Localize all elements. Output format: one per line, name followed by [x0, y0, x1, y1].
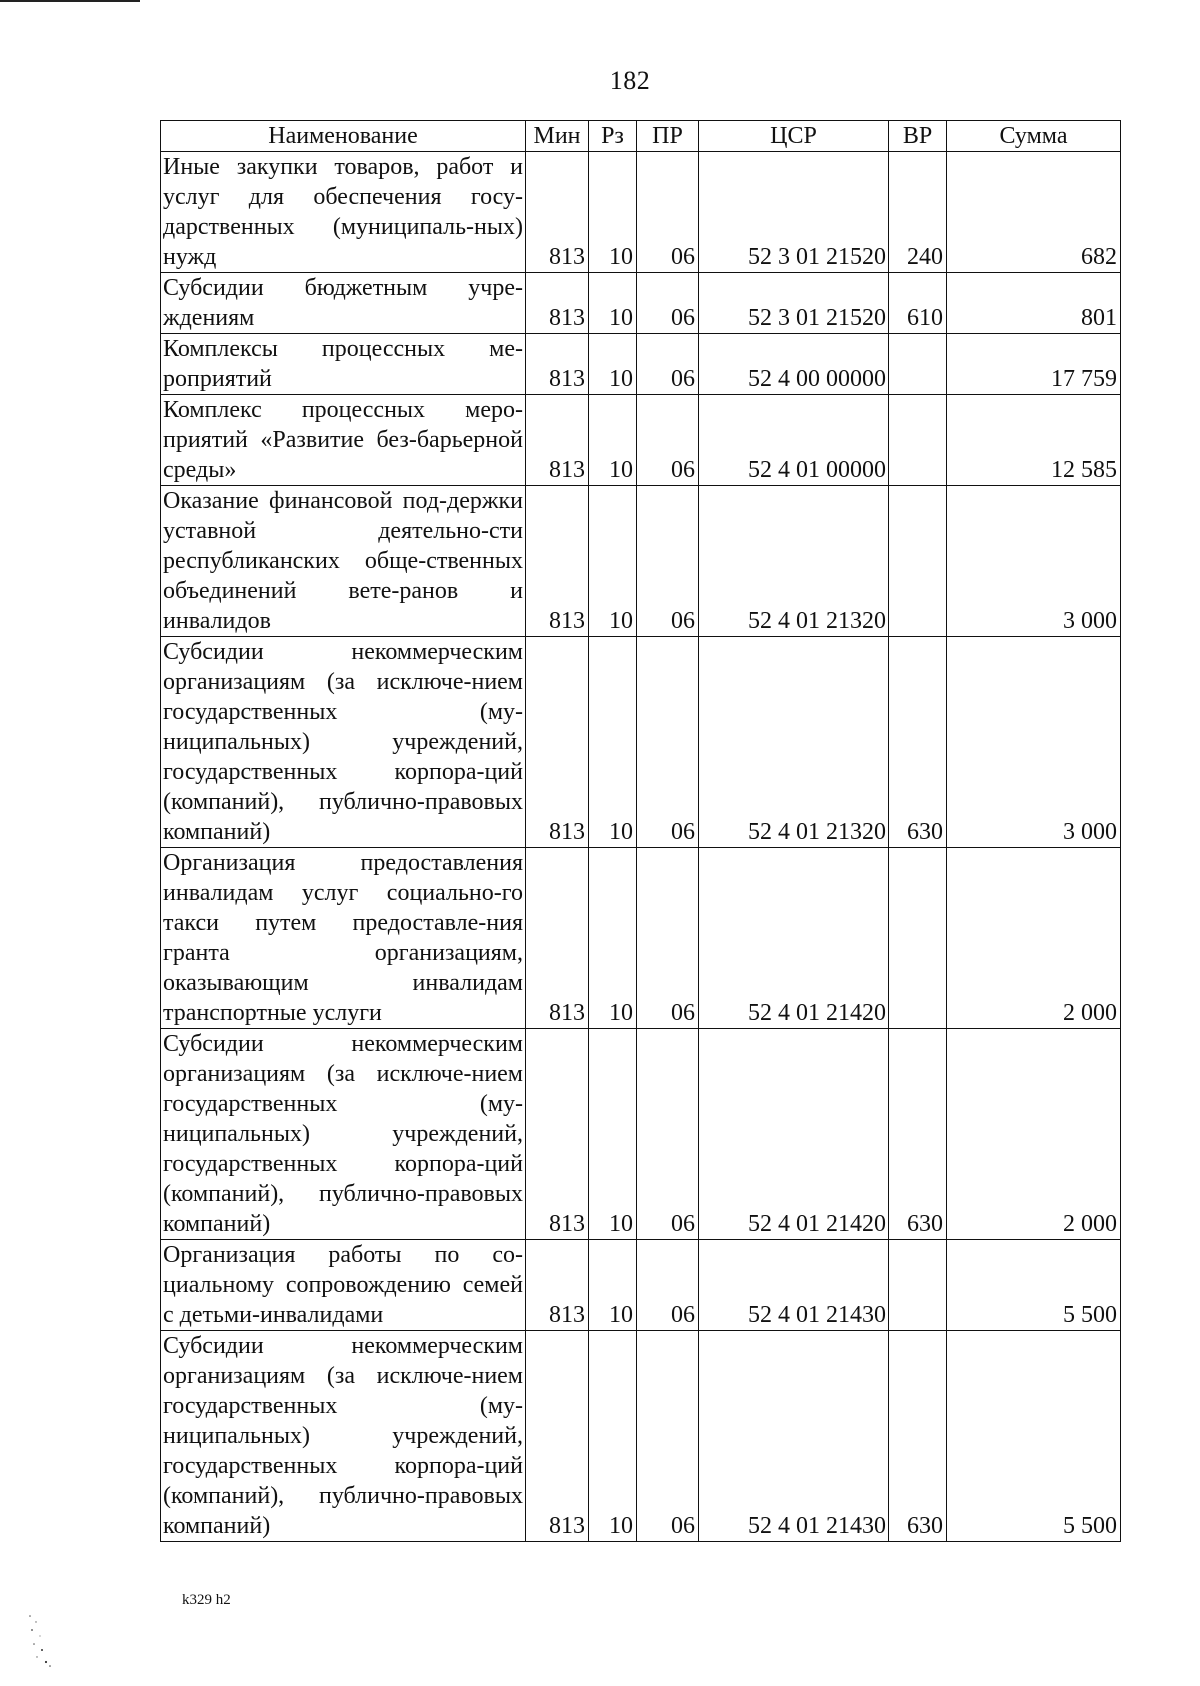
cell-sum: 2 000	[947, 1029, 1121, 1240]
cell-sum: 2 000	[947, 848, 1121, 1029]
cell-vr: 630	[889, 1331, 947, 1542]
cell-name: Организация предоставления инвалидам услуг социально-го такси путем предоставле-ния гранта организациям, оказывающим инвалидам транспортные услуги	[161, 848, 526, 1029]
header-sum: Сумма	[947, 121, 1121, 152]
table-row	[161, 637, 1121, 848]
cell-rz: 10	[589, 334, 637, 395]
cell-min: 813	[526, 334, 589, 395]
header-rz: Рз	[589, 121, 637, 152]
cell-pr: 06	[637, 637, 699, 848]
cell-csr: 52 4 01 21420	[699, 848, 889, 1029]
header-pr: ПР	[637, 121, 699, 152]
scan-noise-specks	[22, 1610, 62, 1670]
cell-name: Субсидии некоммерческим организациям (за исключе-нием государственных (му-ниципальных) учреждений, государственных корпора-ций (компаний), публично-правовых компаний)	[161, 1029, 526, 1240]
cell-name: Иные закупки товаров, работ и услуг для обеспечения госу-дарственных (муниципаль-ных) нужд	[161, 152, 526, 273]
cell-csr: 52 3 01 21520	[699, 152, 889, 273]
cell-name: Субсидии бюджетным учре-ждениям	[161, 273, 526, 334]
table-row	[161, 1240, 1121, 1331]
page-number: 182	[609, 66, 651, 95]
header-min: Мин	[526, 121, 589, 152]
cell-vr: 630	[889, 1029, 947, 1240]
cell-name: Комплексы процессных ме-роприятий	[161, 334, 526, 395]
table-row	[161, 1029, 1121, 1240]
cell-vr	[889, 395, 947, 486]
table-row	[161, 273, 1121, 334]
cell-pr: 06	[637, 1331, 699, 1542]
cell-name: Субсидии некоммерческим организациям (за исключе-нием государственных (му-ниципальных) учреждений, государственных корпора-ций (компаний), публично-правовых компаний)	[161, 1331, 526, 1542]
table-row	[161, 848, 1121, 1029]
cell-rz: 10	[589, 152, 637, 273]
table-row	[161, 334, 1121, 395]
table-row	[161, 152, 1121, 273]
cell-csr: 52 4 01 21420	[699, 1029, 889, 1240]
cell-csr: 52 4 01 21320	[699, 486, 889, 637]
cell-sum: 12 585	[947, 395, 1121, 486]
top-edge-rule	[0, 0, 140, 2]
cell-min: 813	[526, 152, 589, 273]
cell-sum: 3 000	[947, 637, 1121, 848]
cell-rz: 10	[589, 1029, 637, 1240]
cell-vr	[889, 486, 947, 637]
header-csr: ЦСР	[699, 121, 889, 152]
cell-sum: 801	[947, 273, 1121, 334]
header-name: Наименование	[161, 121, 526, 152]
cell-pr: 06	[637, 1029, 699, 1240]
cell-csr: 52 4 01 00000	[699, 395, 889, 486]
cell-rz: 10	[589, 273, 637, 334]
cell-min: 813	[526, 273, 589, 334]
cell-min: 813	[526, 1331, 589, 1542]
header-vr: ВР	[889, 121, 947, 152]
cell-pr: 06	[637, 273, 699, 334]
cell-csr: 52 4 01 21320	[699, 637, 889, 848]
cell-rz: 10	[589, 395, 637, 486]
cell-sum: 5 500	[947, 1240, 1121, 1331]
cell-pr: 06	[637, 848, 699, 1029]
table-row	[161, 1331, 1121, 1542]
budget-table	[160, 120, 1121, 1542]
cell-name: Комплекс процессных меро-приятий «Развитие без-барьерной среды»	[161, 395, 526, 486]
cell-vr: 240	[889, 152, 947, 273]
cell-rz: 10	[589, 848, 637, 1029]
cell-csr: 52 4 01 21430	[699, 1331, 889, 1542]
cell-rz: 10	[589, 637, 637, 848]
table-row	[161, 486, 1121, 637]
cell-csr: 52 3 01 21520	[699, 273, 889, 334]
cell-rz: 10	[589, 1240, 637, 1331]
cell-pr: 06	[637, 486, 699, 637]
cell-pr: 06	[637, 152, 699, 273]
cell-pr: 06	[637, 334, 699, 395]
cell-csr: 52 4 01 21430	[699, 1240, 889, 1331]
cell-pr: 06	[637, 395, 699, 486]
cell-min: 813	[526, 637, 589, 848]
table-row	[161, 395, 1121, 486]
cell-name: Субсидии некоммерческим организациям (за исключе-нием государственных (му-ниципальных) учреждений, государственных корпора-ций (компаний), публично-правовых компаний)	[161, 637, 526, 848]
cell-min: 813	[526, 395, 589, 486]
header-row	[161, 121, 1121, 152]
cell-sum: 3 000	[947, 486, 1121, 637]
cell-rz: 10	[589, 486, 637, 637]
cell-csr: 52 4 00 00000	[699, 334, 889, 395]
cell-vr	[889, 334, 947, 395]
cell-sum: 17 759	[947, 334, 1121, 395]
cell-sum: 5 500	[947, 1331, 1121, 1542]
cell-min: 813	[526, 848, 589, 1029]
cell-pr: 06	[637, 1240, 699, 1331]
cell-name: Оказание финансовой под-держки уставной деятельно-сти республиканских обще-ственных объединений вете-ранов и инвалидов	[161, 486, 526, 637]
cell-sum: 682	[947, 152, 1121, 273]
cell-vr: 630	[889, 637, 947, 848]
footer-code: k329 h2	[182, 1592, 231, 1608]
cell-min: 813	[526, 1029, 589, 1240]
cell-vr: 610	[889, 273, 947, 334]
cell-min: 813	[526, 486, 589, 637]
cell-min: 813	[526, 1240, 589, 1331]
cell-rz: 10	[589, 1331, 637, 1542]
cell-vr	[889, 1240, 947, 1331]
cell-vr	[889, 848, 947, 1029]
cell-name: Организация работы по со-циальному сопровождению семей с детьми-инвалидами	[161, 1240, 526, 1331]
